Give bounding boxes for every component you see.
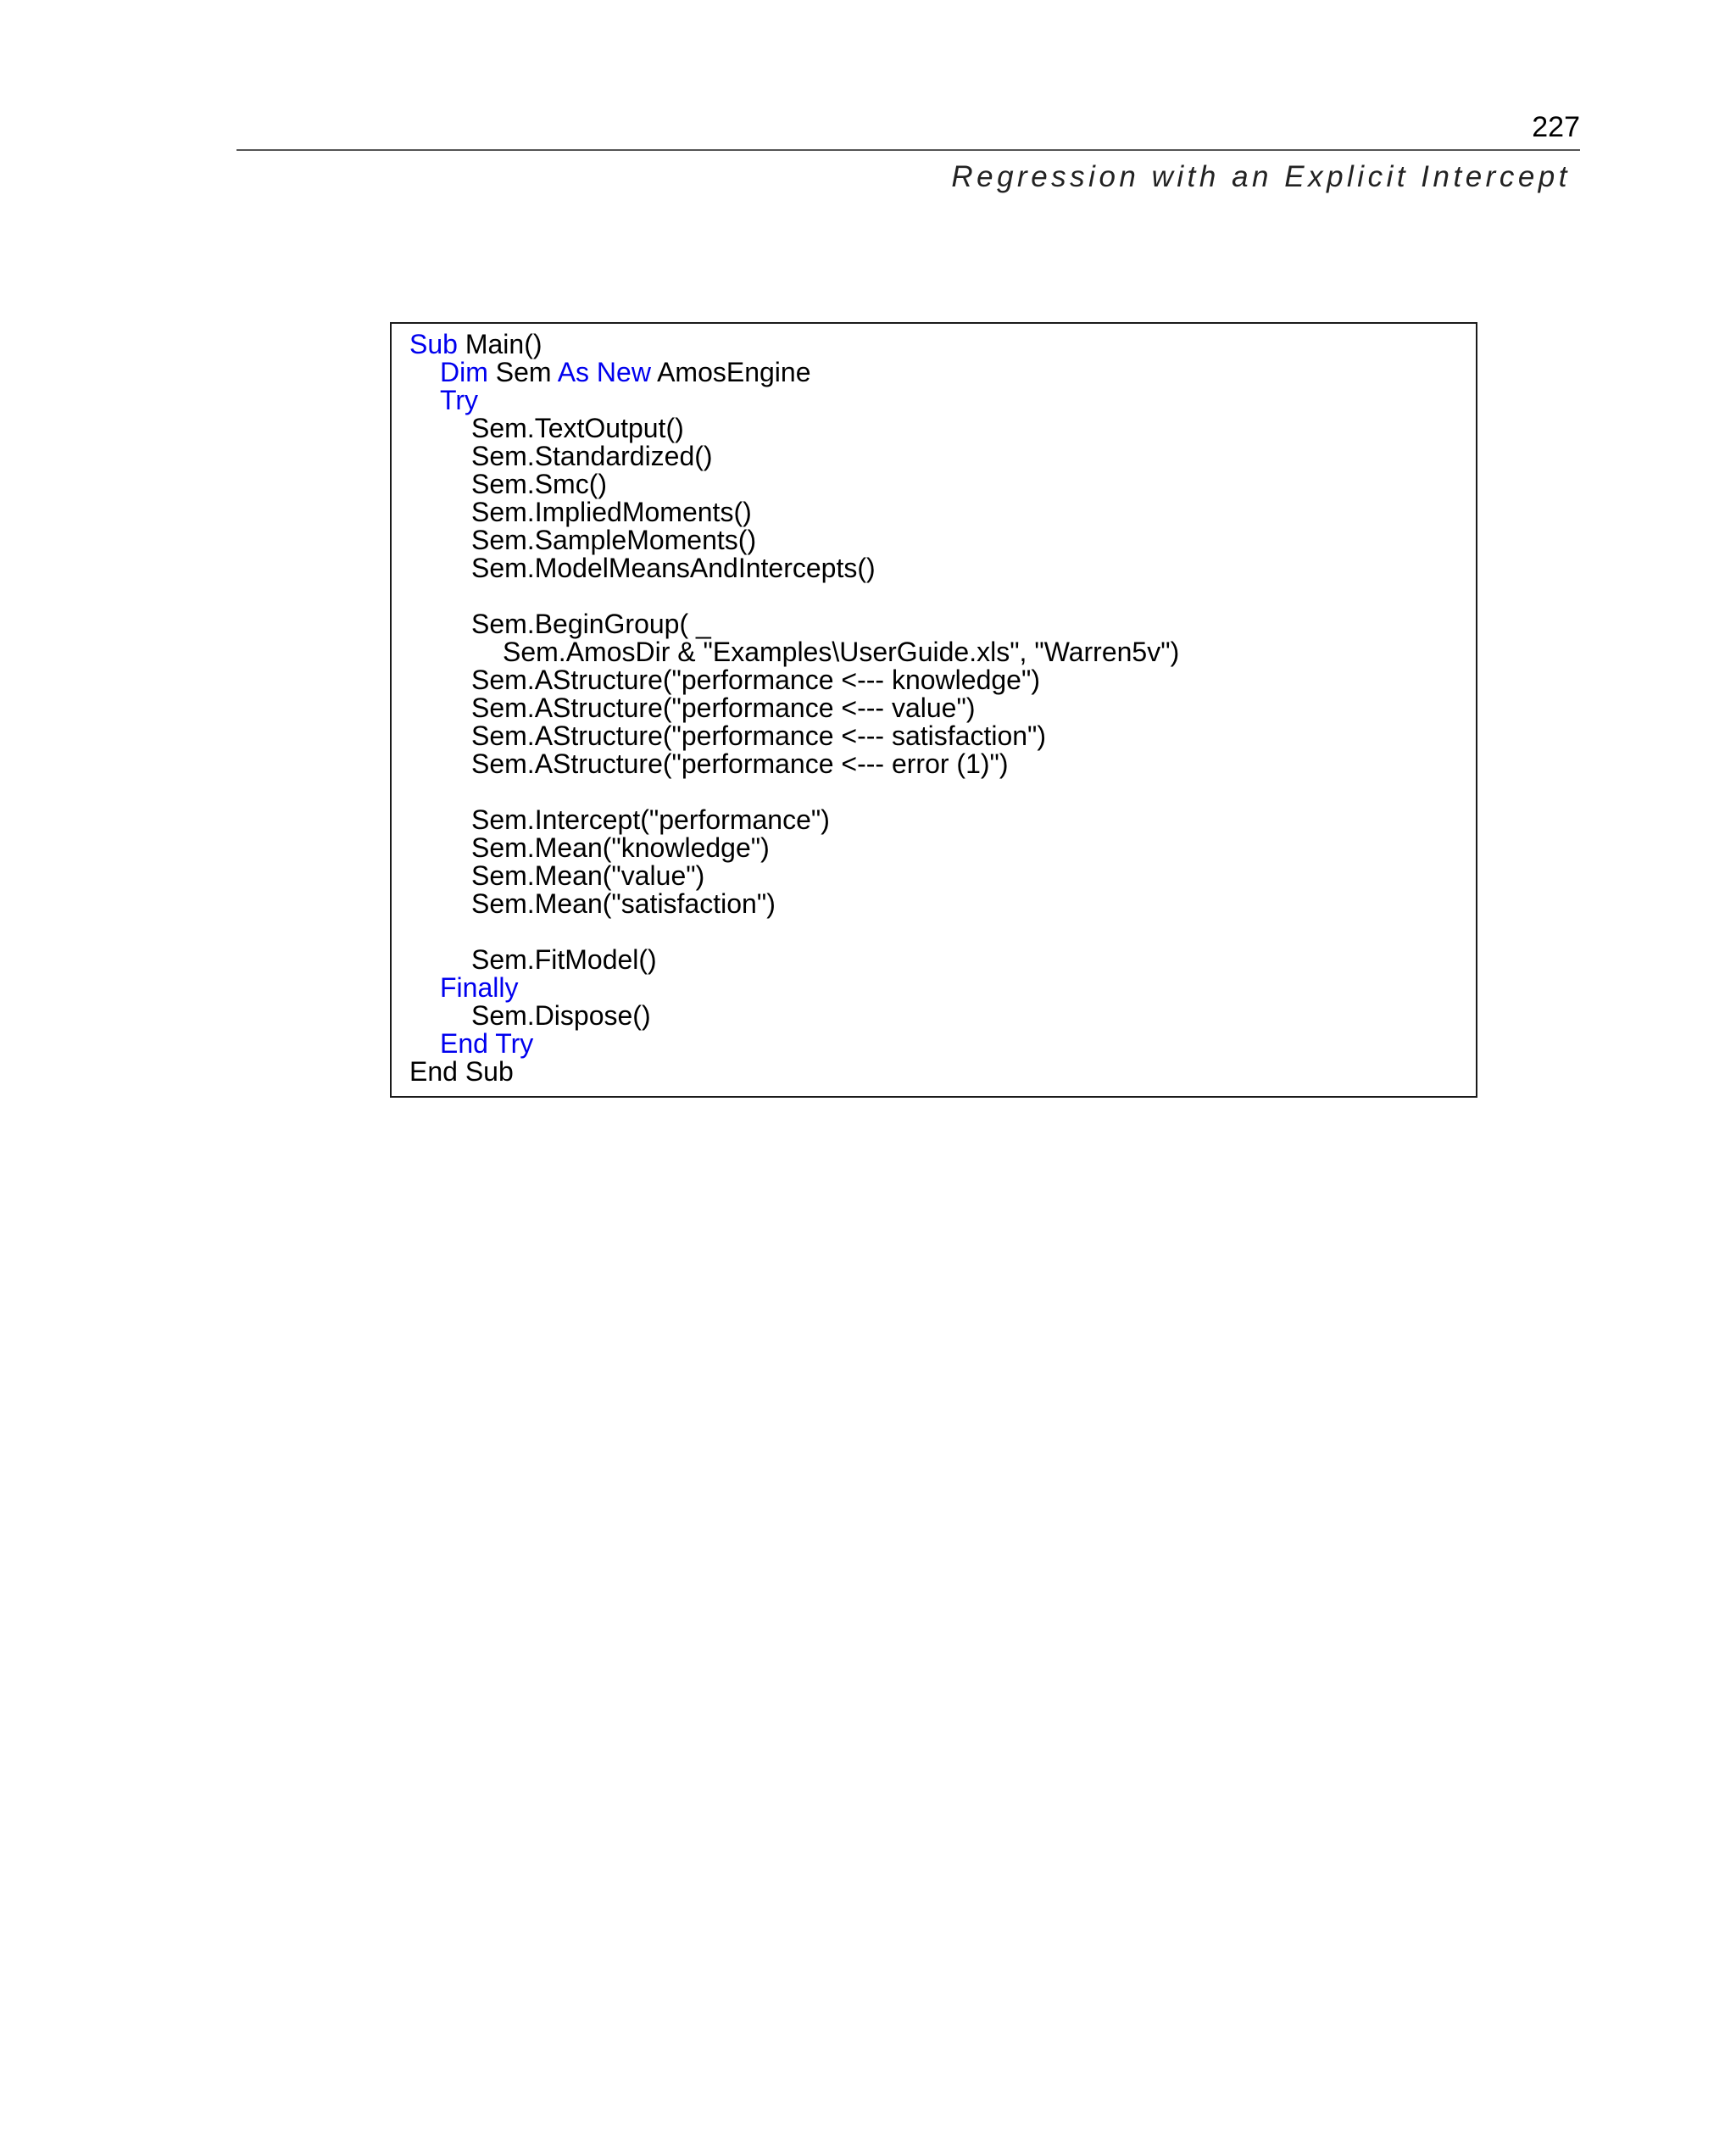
code-text: Main() [457, 329, 542, 359]
code-text: Sem.AStructure("performance <--- satisfaction") [471, 721, 1047, 751]
code-keyword: As New [557, 357, 651, 387]
code-text: Sem [487, 357, 558, 387]
code-keyword: Dim [440, 357, 488, 387]
code-text: Sem.FitModel() [471, 944, 657, 975]
code-keyword: Try [440, 385, 479, 415]
code-line [392, 498, 1476, 526]
header-rule [236, 149, 1580, 151]
code-line-sub-main [392, 331, 1476, 359]
code-keyword: Finally [440, 972, 519, 1003]
code-text: Sem.AStructure("performance <--- value") [471, 693, 976, 723]
code-blank-line [392, 778, 1476, 806]
code-text: Sem.Mean("satisfaction") [471, 888, 776, 919]
code-line [392, 1002, 1476, 1030]
code-line [392, 722, 1476, 750]
page-number: 227 [1532, 111, 1580, 143]
code-line [392, 806, 1476, 834]
code-text: Sem.Dispose() [471, 1000, 651, 1031]
code-text: Sem.AStructure("performance <--- error (1)") [471, 748, 1009, 779]
code-line [392, 415, 1476, 442]
code-line-end-try [392, 1030, 1476, 1058]
code-text: Sem.Intercept("performance") [471, 804, 830, 835]
code-blank-line [392, 582, 1476, 610]
code-line [392, 750, 1476, 778]
code-line [392, 610, 1476, 638]
code-line [392, 862, 1476, 890]
code-text: AmosEngine [650, 357, 811, 387]
code-text: Sem.ImpliedMoments() [471, 497, 752, 527]
code-listing [390, 322, 1477, 1098]
code-line [392, 946, 1476, 974]
code-line-continuation [392, 638, 1476, 666]
code-line-try [392, 387, 1476, 415]
running-head-title: Regression with an Explicit Intercept [951, 160, 1571, 193]
code-line [392, 694, 1476, 722]
code-line [392, 890, 1476, 918]
code-line [392, 554, 1476, 582]
code-line-end-sub [392, 1058, 1476, 1086]
code-text: Sem.BeginGroup( _ [471, 609, 711, 639]
code-line-dim [392, 359, 1476, 387]
code-text: Sem.ModelMeansAndIntercepts() [471, 553, 876, 583]
code-text: Sem.AStructure("performance <--- knowledge") [471, 665, 1040, 695]
code-blank-line [392, 918, 1476, 946]
code-text: Sem.SampleMoments() [471, 525, 757, 555]
code-text: Sem.Smc() [471, 469, 607, 499]
code-text: Sem.AmosDir & "Examples\UserGuide.xls", "Warren5v") [503, 637, 1180, 667]
code-line-finally [392, 974, 1476, 1002]
code-keyword: Sub [409, 329, 458, 359]
code-line [392, 666, 1476, 694]
code-line [392, 526, 1476, 554]
code-line [392, 442, 1476, 470]
code-text: Sem.Mean("value") [471, 860, 705, 891]
code-text: Sem.Mean("knowledge") [471, 832, 770, 863]
code-text: Sem.Standardized() [471, 441, 713, 471]
code-text: End Sub [409, 1056, 514, 1087]
code-line [392, 834, 1476, 862]
code-keyword: End Try [440, 1028, 534, 1059]
code-line [392, 470, 1476, 498]
code-text: Sem.TextOutput() [471, 413, 684, 443]
